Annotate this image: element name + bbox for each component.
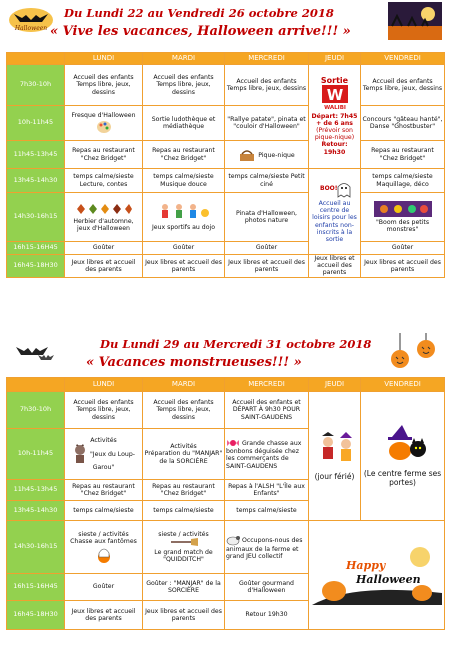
- activity-cell: [65, 193, 143, 242]
- time-slot: 7h30-10h: [7, 65, 65, 106]
- loup-garou-text: "Jeux du Loup-Garou": [89, 451, 136, 471]
- activity-cell: temps calme/sieste Maquillage, déco: [361, 169, 445, 193]
- prevoir-text: (Prévoir son pique-nique): [314, 127, 355, 142]
- svg-text:Halloween: Halloween: [14, 25, 48, 32]
- animaux-text: Occupons-nous des animaux de la ferme et grand JEU collectif: [226, 536, 303, 560]
- chasse-bonbons-text: Grande chasse aux bonbons déguisée chez les commerçants de SAINT-GAUDENS: [226, 440, 302, 470]
- activity-cell: temps calme/sieste Lecture, contes: [65, 169, 143, 193]
- activity-cell: Accueil des enfants Temps libre, jeux, dessins: [65, 65, 143, 106]
- week1-subtitle: « Vive les vacances, Halloween arrive!!! »: [50, 24, 351, 39]
- corner-cell: [7, 378, 65, 392]
- activity-cell: Jeux libres et accueil des parents: [225, 255, 309, 278]
- broomstick-icon: [169, 538, 199, 546]
- happy-halloween-cell: [309, 521, 445, 630]
- activity-cell: temps calme/sieste Musique douce: [143, 169, 225, 193]
- time-slot: 13h45-14h30: [7, 169, 65, 193]
- activity-cell: "Rallye patate", pinata et "couloir d'Halloween": [225, 106, 309, 141]
- activity-cell: [143, 193, 225, 242]
- paint-palette-icon: [96, 120, 112, 134]
- activity-cell: Jeux libres et accueil des parents: [65, 601, 143, 630]
- sport-text: Jeux sportifs au dojo: [151, 223, 216, 231]
- jeudi-accueil-text: Accueil au centre de loisirs pour les enfants non-inscrits à la sortie: [312, 199, 357, 243]
- week1-banner: [6, 0, 444, 52]
- activity-cell: Goûter: [65, 242, 143, 255]
- sport-kids-icon: [157, 203, 211, 221]
- svg-text:Halloween: Halloween: [355, 572, 421, 586]
- activity-cell: Retour 19h30: [225, 601, 309, 630]
- activity-cell: temps calme/sieste Petit ciné: [225, 169, 309, 193]
- activity-cell: [225, 521, 309, 574]
- quidditch-text: Le grand match de "QUIDDITCH": [154, 548, 213, 563]
- time-slot: 13h45-14h30: [7, 501, 65, 521]
- week2-table: [6, 377, 445, 630]
- chasse-fantomes-text: Chasse aux fantômes: [70, 538, 137, 545]
- activity-cell: [65, 106, 143, 141]
- activity-cell: Accueil des enfants Temps libre, jeux, dessins: [143, 65, 225, 106]
- depart-text: Départ: 7h45: [311, 112, 358, 120]
- activity-cell: Repas au restaurant "Chez Bridget": [65, 480, 143, 501]
- header-mercredi: MERCREDI: [225, 378, 309, 392]
- activity-cell: Jeux libres et accueil des parents: [361, 255, 445, 278]
- haunted-night-icon: [388, 2, 442, 40]
- activity-cell: Accueil des enfants Temps libre, jeux, dessins: [143, 392, 225, 429]
- header-lundi: LUNDI: [65, 378, 143, 392]
- halloween-badge-icon: [8, 4, 54, 36]
- time-slot: 11h45-13h45: [7, 141, 65, 169]
- activity-cell: [361, 193, 445, 242]
- time-slot: 10h-11h45: [7, 106, 65, 141]
- witch-kids-icon: [314, 432, 356, 462]
- time-slot: 16h45-18H30: [7, 255, 65, 278]
- svg-text:BOO!: BOO!: [319, 184, 338, 192]
- manjar-text: Préparation du "MANJAR" de la SORCIÈRE: [144, 450, 223, 465]
- age-text: + de 6 ans: [316, 119, 353, 127]
- jeudi-accueil-cell: [309, 169, 361, 255]
- activity-cell: Repas au restaurant "Chez Bridget": [361, 141, 445, 169]
- happy-halloween-icon: [312, 543, 442, 605]
- activity-cell: Pinata d'Halloween, photos nature: [225, 193, 309, 242]
- activity-cell: [225, 141, 309, 169]
- activity-cell: Repas au restaurant "Chez Bridget": [143, 141, 225, 169]
- activity-cell: Goûter: [143, 242, 225, 255]
- jeudi-sortie-cell: [309, 65, 361, 169]
- herbier-text: Herbier d'automne, jeux d'Halloween: [73, 217, 134, 233]
- party-monsters-icon: [374, 201, 432, 217]
- flying-bats-icon: [14, 339, 58, 363]
- week1-title: Du Lundi 22 au Vendredi 26 octobre 2018: [64, 6, 334, 20]
- pique-nique-text: Pique-nique: [258, 151, 295, 159]
- activity-cell: Accueil des enfants Temps libre, jeux, dessins: [361, 65, 445, 106]
- time-slot: 14h30-16h15: [7, 521, 65, 574]
- activity-cell: Accueil des enfants Temps libre, jeux, dessins: [225, 65, 309, 106]
- week2-subtitle: « Vacances monstrueuses!!! »: [86, 355, 302, 370]
- header-vendredi: VENDREDI: [361, 53, 445, 65]
- header-vendredi: VENDREDI: [361, 378, 445, 392]
- boo-ghost-icon: [318, 180, 352, 198]
- activites-label: Activités: [170, 443, 197, 451]
- activity-cell: Jeux libres et accueil des parents: [65, 255, 143, 278]
- autumn-leaves-icon: [75, 202, 133, 216]
- ghost-pumpkin-icon: [95, 545, 113, 563]
- activity-cell: Accueil des enfants Temps libre, jeux, dessins: [65, 392, 143, 429]
- activity-cell: Goûter: [65, 574, 143, 601]
- sieste-label: sieste / activités: [158, 531, 209, 539]
- centre-ferme-text: (Le centre ferme ses portes): [363, 469, 442, 487]
- activity-cell: Goûter : "MANJAR" de la SORCIÈRE: [143, 574, 225, 601]
- activity-cell: Jeux libres et accueil des parents: [309, 255, 361, 278]
- activity-cell: temps calme/sieste: [65, 501, 143, 521]
- werewolf-icon: [72, 444, 88, 464]
- week2-title: Du Lundi 29 au Mercredi 31 octobre 2018: [100, 337, 372, 351]
- time-slot: 11h45-13h45: [7, 480, 65, 501]
- fresque-text: Fresque d'Halloween: [71, 112, 136, 120]
- header-jeudi: JEUDI: [309, 378, 361, 392]
- svg-text:WALIBI: WALIBI: [323, 105, 346, 111]
- activites-label: Activités: [90, 436, 117, 444]
- time-slot: 16h45-18H30: [7, 601, 65, 630]
- walibi-logo-icon: [320, 84, 350, 110]
- svg-text:W: W: [326, 86, 343, 105]
- activity-cell: [65, 429, 143, 480]
- time-slot: 10h-11h45: [7, 429, 65, 480]
- week1-table: [6, 52, 445, 278]
- header-mardi: MARDI: [143, 378, 225, 392]
- activity-cell: Repas à l'ALSH "L'Île aux Enfants": [225, 480, 309, 501]
- activity-cell: Jeux libres et accueil des parents: [143, 255, 225, 278]
- week1-section: [6, 0, 444, 278]
- week2-banner: [6, 333, 444, 377]
- activity-cell: Goûter: [361, 242, 445, 255]
- activity-cell: Repas au restaurant "Chez Bridget": [143, 480, 225, 501]
- activity-cell: [225, 429, 309, 480]
- activity-cell: Goûter gourmand d'Halloween: [225, 574, 309, 601]
- candy-icon: [226, 438, 240, 448]
- activity-cell: [143, 521, 225, 574]
- activity-cell: [65, 521, 143, 574]
- corner-cell: [7, 53, 65, 65]
- activity-cell: temps calme/sieste: [225, 501, 309, 521]
- jour-ferie-text: (jour férié): [314, 471, 355, 481]
- picnic-basket-icon: [238, 148, 256, 162]
- header-lundi: LUNDI: [65, 53, 143, 65]
- activity-cell: [143, 429, 225, 480]
- time-slot: 16h15-16H45: [7, 574, 65, 601]
- boom-text: "Boom des petits monstres": [375, 218, 430, 234]
- activity-cell: Sortie ludothèque et médiathèque: [143, 106, 225, 141]
- activity-cell: Goûter: [225, 242, 309, 255]
- sieste-label: sieste / activités: [78, 530, 129, 538]
- activity-cell: Jeux libres et accueil des parents: [143, 601, 225, 630]
- witch-hat-cat-icon: [378, 425, 428, 461]
- sortie-label: Sortie: [320, 76, 349, 86]
- time-slot: 7h30-10h: [7, 392, 65, 429]
- hanging-pumpkins-icon: [386, 333, 442, 373]
- time-slot: 14h30-16h15: [7, 193, 65, 242]
- vendredi-ferme-cell: [361, 392, 445, 521]
- week2-section: [6, 333, 444, 630]
- header-jeudi: JEUDI: [309, 53, 361, 65]
- jeudi-ferie-cell: [309, 392, 361, 521]
- activity-cell: Accueil des enfants et DÉPART À 9h30 POUR SAINT-GAUDENS: [225, 392, 309, 429]
- activity-cell: Concours "gâteau hanté", Danse "Ghostbuster": [361, 106, 445, 141]
- activity-cell: Repas au restaurant "Chez Bridget": [65, 141, 143, 169]
- svg-text:Happy: Happy: [345, 558, 385, 572]
- time-slot: 16h15-16H45: [7, 242, 65, 255]
- header-mardi: MARDI: [143, 53, 225, 65]
- retour-text: Retour: 19h30: [321, 141, 348, 156]
- header-mercredi: MERCREDI: [225, 53, 309, 65]
- activity-cell: temps calme/sieste: [143, 501, 225, 521]
- farm-animals-icon: [226, 534, 240, 546]
